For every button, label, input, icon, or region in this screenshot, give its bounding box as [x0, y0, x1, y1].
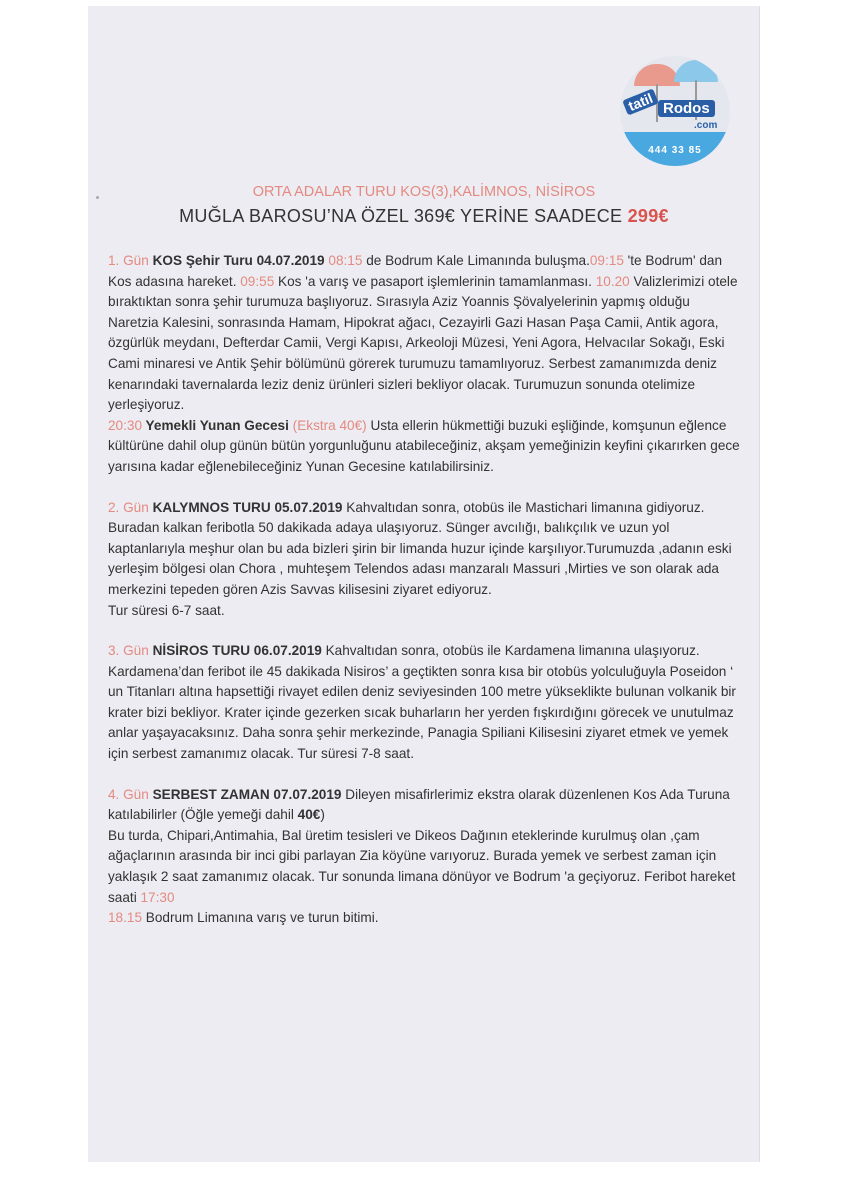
day-text: Dileyen misafirlerimiz ekstra olarak düzenlenen Kos Ada Turuna katılabilirler (Öğle yemeği dahil	[108, 786, 730, 823]
ferry-time: 17:30	[140, 889, 175, 905]
offer-text: MUĞLA BAROSU’NA ÖZEL 369€ YERİNE SAADECE	[179, 206, 623, 226]
day-text: Kahvaltıdan sonra, otobüs ile Mastichari limanına gidiyoruz. Buradan kalkan feribotla 50 dakikada adaya ulaşıyoruz. Sünger avcılığı, balıkçılık ve uzun yol kaptanlarıyla meşhur olan bu ada bizleri şirin bir limanda huzur içinde karşılıyor.Turumuzda ,adanın eski yerleşim bölgesi olan Chora , muhteşem Telendos adası manzaralı Massuri ,Mirties ve son olarak ada merkezini tepeden gören Azis Savvas kilisesini ziyaret ediyoruz.	[108, 499, 732, 597]
umbrella-icon	[634, 64, 680, 86]
day-label: 1. Gün	[108, 253, 149, 268]
logo-brand-top: tatil	[622, 88, 658, 115]
day-4	[108, 785, 740, 929]
day-title: SERBEST ZAMAN 07.07.2019	[152, 786, 342, 802]
arrival-time: 18.15	[108, 910, 143, 926]
day-text: Usta ellerin hükmettiği buzuki eşliğinde, komşunun eğlence kültürüne dahil olup günün bütün yorgunluğunu atabileceğiniz, akşam yemeğinizin keyfini çıkarırken gece yarısına kadar eğlenebileceğiniz Yunan Gecesine katılabilirsiniz.	[108, 417, 740, 474]
day-label: 3. Gün	[108, 643, 149, 659]
day-title: KALYMNOS TURU 05.07.2019	[152, 499, 343, 515]
day-text: )	[320, 807, 325, 823]
day-title: NİSİROS TURU 06.07.2019	[152, 643, 322, 659]
offer-price: 299€	[627, 206, 669, 226]
day-label: 4. Gün	[108, 786, 149, 802]
day-text: Valizlerimizi otele bıraktıktan sonra şehir turumuza başlıyoruz. Sırasıyla Aziz Yoannis Şövalyelerinin yapmış olduğu Naretzia Kalesini, sonrasında Hamam, Hipokrat ağacı, Cezayirli Gazi Hasan Paşa Camii, Antik agora, özgürlük meydanı, Defterdar Camii, Vergi Kapısı, Arkeoloji Müzesi, Yeni Agora, Helvacılar Sokağı, Eski Cami minaresi ve Antik Şehir bölümünü görerek turumuzu tamamlıyoruz. Serbest zamanımızda deniz kenarındaki tavernalarda leziz deniz ürünleri sizleri bekliyor olacak. Turumuzun sonunda otelimize yerleşiyoruz.	[108, 273, 738, 413]
offer-line	[88, 206, 760, 227]
time: 09:15	[589, 253, 624, 268]
umbrella-icon	[674, 60, 718, 82]
day-text: de Bodrum Kale Limanında buluşma.	[362, 253, 590, 268]
tour-duration: Tur süresi 6-7 saat.	[108, 602, 225, 618]
day-label: 2. Gün	[108, 499, 149, 515]
day-text: Bu turda, Chipari,Antimahia, Bal üretim tesisleri ve Dikeos Dağının eteklerinde kurulmuş olan ,çam ağaçlarının arasında bir inci gibi parlayan Zia köyüne varıyoruz. Burada yemek ve serbest zaman için yaklaşık 2 saat zamanımız olacak. Tur sonunda limana dönüyor ve Bodrum 'a geçiyoruz. Feribot hareket saati	[108, 827, 736, 905]
tatil-rodos-logo	[620, 56, 730, 166]
time: 20:30	[108, 417, 143, 433]
logo-phone: 444 33 85	[648, 145, 702, 156]
logo-brand-domain: .com	[694, 120, 718, 131]
logo-brand-main: Rodos	[658, 100, 715, 117]
day-3	[108, 641, 740, 765]
itinerary	[108, 251, 740, 949]
logo-circle	[620, 56, 730, 166]
day-2	[108, 498, 740, 622]
day-text: Bodrum Limanına varış ve turun bitimi.	[142, 910, 379, 926]
tour-title: ORTA ADALAR TURU KOS(3),KALİMNOS, NİSİROS	[252, 184, 596, 200]
lunch-price: 40€	[297, 807, 321, 823]
day-title: KOS Şehir Turu 04.07.2019	[152, 253, 325, 268]
day-text: Kahvaltıdan sonra, otobüs ile Kardamena limanına ulaşıyoruz. Kardamena’dan feribot ile 45 dakikada Nisiros’ a geçtikten sonra kısa bir otobüs yolculuğuyla Poseidon ‘ un Titanları altına hapsettiği rivayet edilen deniz seviyesinden 100 metre yükseklikte bulunan volkanik bir krater bizi bekliyor. Krater içinde gezerken sıcak buharların her yerden fışkırdığını görecek ve unutulmaz anlar yaşayacaksınız. Daha sonra şehir merkezinde, Panagia Spiliani Kilisesini ziyaret etmek ve yemek için serbest zamanımız olacak. Tur süresi 7-8 saat.	[108, 643, 736, 762]
extra-price: (Ekstra 40€)	[292, 417, 367, 433]
time: 10.20	[595, 273, 630, 289]
time: 09:55	[240, 273, 275, 289]
evening-title: Yemekli Yunan Gecesi	[142, 417, 293, 433]
day-text: 'te Bodrum' dan Kos adasına hareket.	[108, 253, 723, 289]
time: 08:15	[328, 253, 363, 268]
day-text: Kos 'a varış ve pasaport işlemlerinin tamamlanması.	[274, 273, 596, 289]
day-1	[108, 251, 740, 478]
